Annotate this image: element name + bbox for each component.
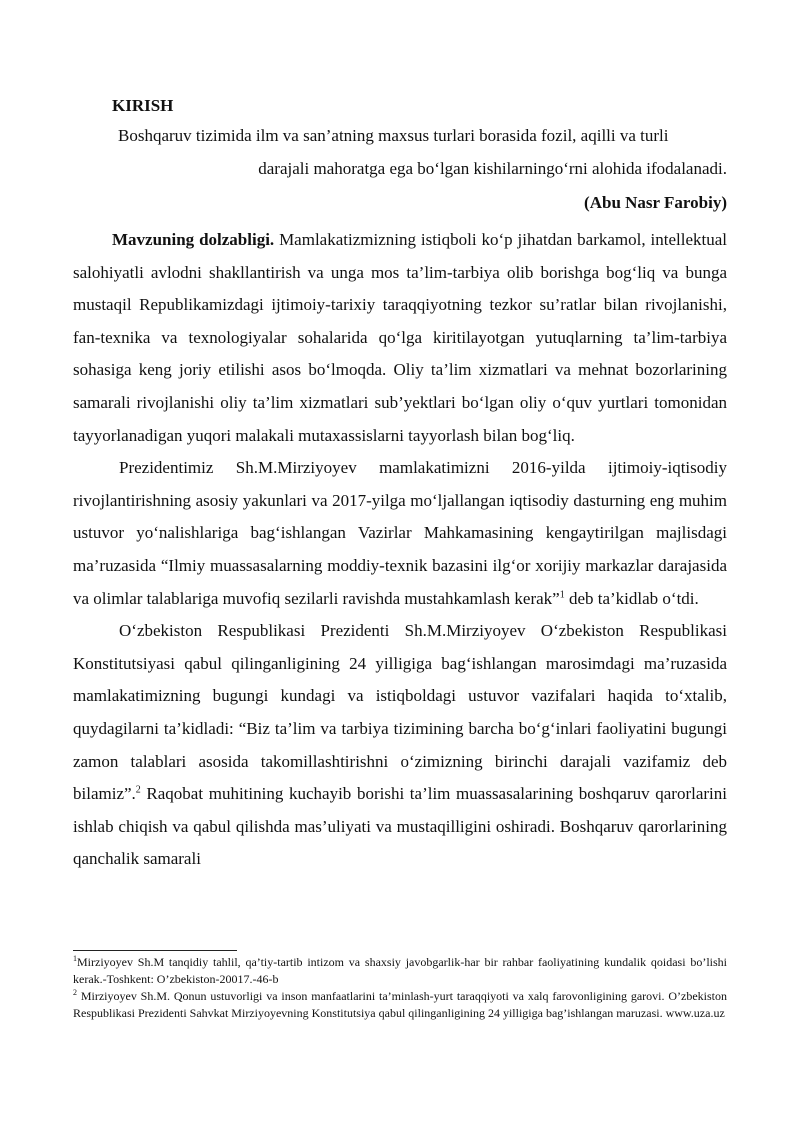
- epigraph-author: (Abu Nasr Farobiy): [584, 193, 727, 212]
- footnote-2: [73, 988, 727, 1021]
- paragraph-president-speech: [73, 452, 727, 615]
- paragraph-relevance: [73, 224, 727, 452]
- section-heading: KIRISH: [112, 96, 174, 115]
- paragraph-lead: Mavzuning dolzabligi.: [112, 230, 275, 249]
- epigraph-line-1: Boshqaruv tizimida ilm va san’atning maxsus turlari borasida fozil, aqilli va turli: [118, 126, 669, 145]
- footnote-ref-1[interactable]: 1: [559, 588, 565, 600]
- body-text: [73, 224, 727, 876]
- footnote-ref-2[interactable]: 2: [135, 784, 141, 796]
- paragraph-text: Mamlakatizmizning istiqboli ko‘p jihatdan barkamol, intellektual salohiyatli avlodni shakllantirish va unga mos ta’lim-tarbiya olib borishga bog‘liq va bunga mustaqil Republikamizdagi ijtimoiy-tarixiy taraqqiyotning tezkor su’ratlar bilan rivojlanishi, fan-texnika va texnologiyalar sohalarida qo‘lga kiritilayotgan yutuqlarning ta’lim-tarbiya sohasiga keng joriy etilishi asos bo‘lmoqda. Oliy ta’lim xizmatlari va mehnat bozorlarining samarali rivojlanishi oliy ta’lim xizmatlari sub’yektlari bo‘lgan oliy o‘quv yurtlari tomonidan tayyorlanadigan yuqori malakali mutaxassislarni tayyorlash bilan bog‘liq.: [73, 230, 727, 445]
- paragraph-text: Raqobat muhitining kuchayib borishi ta’lim muassasalarining boshqaruv qarorlarini ishlab chiqish va qabul qilishda mas’uliyati va mustaqilligini oshiradi. Boshqaruv qarorlarining qanchalik samarali: [73, 784, 727, 869]
- paragraph-constitution-speech: [73, 615, 727, 876]
- paragraph-text: deb ta’kidlab o‘tdi.: [564, 588, 699, 608]
- footnote-1: [73, 954, 727, 987]
- footnote-text: Mirziyoyev Sh.M. Qonun ustuvorligi va inson manfaatlarini ta’minlash-yurt taraqqiyoti va xalq farovonligining garovi. O’zbekiston Respublikasi Prezidenti Sahvkat Mirziyoyevning Konstitutsiya qabul qilinganligining 24 yilligiga bag’ishlangan maruzasi. www.uza.uz: [73, 989, 727, 1020]
- paragraph-text: O‘zbekiston Respublikasi Prezidenti Sh.M.Mirziyoyev O‘zbekiston Respublikasi Konstitutsiyasi qabul qilinganligining 24 yilligiga bag‘ishlangan marosimdagi ma’ruzasida mamlakatimizning bugungi kundagi va istiqboldagi ustuvor vazifalari haqida to‘xtalib, quydagilarni ta’kidladi: “Biz ta’lim va tarbiya tizimining barcha bo‘g‘inlari faoliyatini bugungi zamon talablari asosida takomillashtirishni o‘zimizning birinchi darajali vazifamiz deb bilamiz”.: [73, 621, 727, 804]
- footnote-mark: 1: [73, 954, 77, 963]
- paragraph-text: Prezidentimiz Sh.M.Mirziyoyev mamlakatimizni 2016-yilda ijtimoiy-iqtisodiy rivojlantirishning asosiy yakunlari va 2017-yilga mo‘ljallangan iqtisodiy dasturning eng muhim ustuvor yo‘nalishlariga bag‘ishlangan Vazirlar Mahkamasining kengaytirilgan majlisdagi ma’ruzasida “Ilmiy muassasalarning moddiy-texnik bazasini ilg‘or xorijiy markazlar darajasida va olimlar talablariga muvofiq sezilarli ravishda mustahkamlash kerak”: [73, 458, 727, 608]
- footnote-text: Mirziyoyev Sh.M tanqidiy tahlil, qa’tiy-tartib intizom va shaxsiy javobgarlik-har bir rahbar faoliyatining kundalik qoidasi bo’lishi kerak.-Toshkent: O’zbekiston-20017.-46-b: [73, 955, 727, 986]
- footnote-mark: 2: [73, 988, 77, 997]
- footnote-separator: [73, 950, 237, 951]
- epigraph-line-2: darajali mahoratga ega bo‘lgan kishilarningo‘rni alohida ifodalanadi.: [258, 159, 727, 178]
